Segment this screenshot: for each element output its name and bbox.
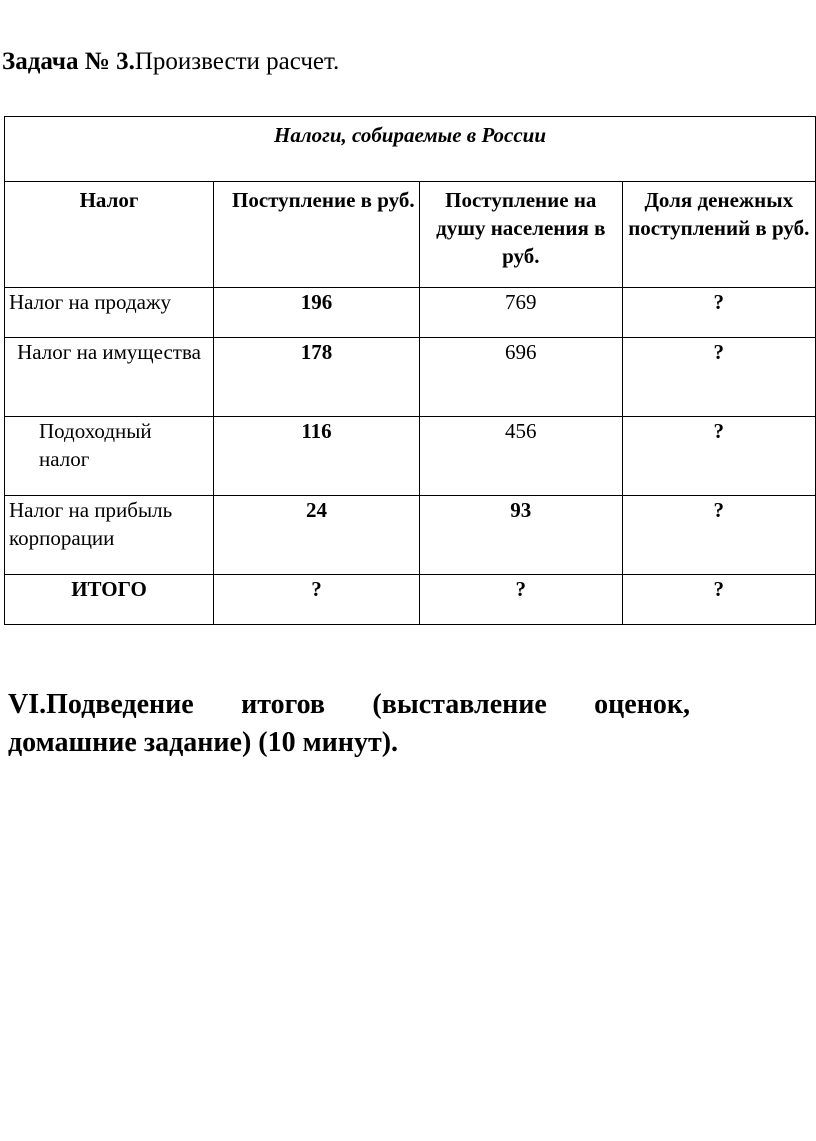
header-tax: Налог [5,182,214,288]
table-row [5,338,816,417]
row-tax-name: Подоходный налог [5,417,214,496]
row-revenue: 116 [213,417,419,496]
summary-heading: VI.Подведение итогов (выставление оценок, домашние задание) (10 минут). [8,689,690,758]
tax-table [4,116,816,625]
row-tax-name: Налог на продажу [5,288,214,338]
table-row [5,417,816,496]
total-per-capita: ? [419,575,622,625]
table-caption: Налоги, собираемые в России [5,117,816,182]
table-caption-row [5,117,816,182]
row-tax-name: Налог на имущества [5,338,214,417]
row-per-capita: 696 [419,338,622,417]
total-label: ИТОГО [5,575,214,625]
header-share: Доля денежных поступлений в руб. [622,182,815,288]
row-per-capita: 456 [419,417,622,496]
task-text: Произвести расчет. [134,48,340,75]
row-revenue: 24 [213,496,419,575]
total-row [5,575,816,625]
table-row [5,496,816,575]
row-share: ? [622,288,815,338]
row-tax-name: Налог на прибыль корпорации [5,496,214,575]
row-share: ? [622,496,815,575]
row-per-capita: 93 [419,496,622,575]
row-per-capita: 769 [419,288,622,338]
row-revenue: 196 [213,288,419,338]
row-revenue: 178 [213,338,419,417]
header-revenue: Поступление в руб. [213,182,419,288]
task-label: Задача № 3. [2,48,135,75]
total-share: ? [622,575,815,625]
total-revenue: ? [213,575,419,625]
row-share: ? [622,417,815,496]
table-header-row [5,182,816,288]
header-per-capita: Поступление на душу населения в руб. [419,182,622,288]
row-share: ? [622,338,815,417]
table-row [5,288,816,338]
